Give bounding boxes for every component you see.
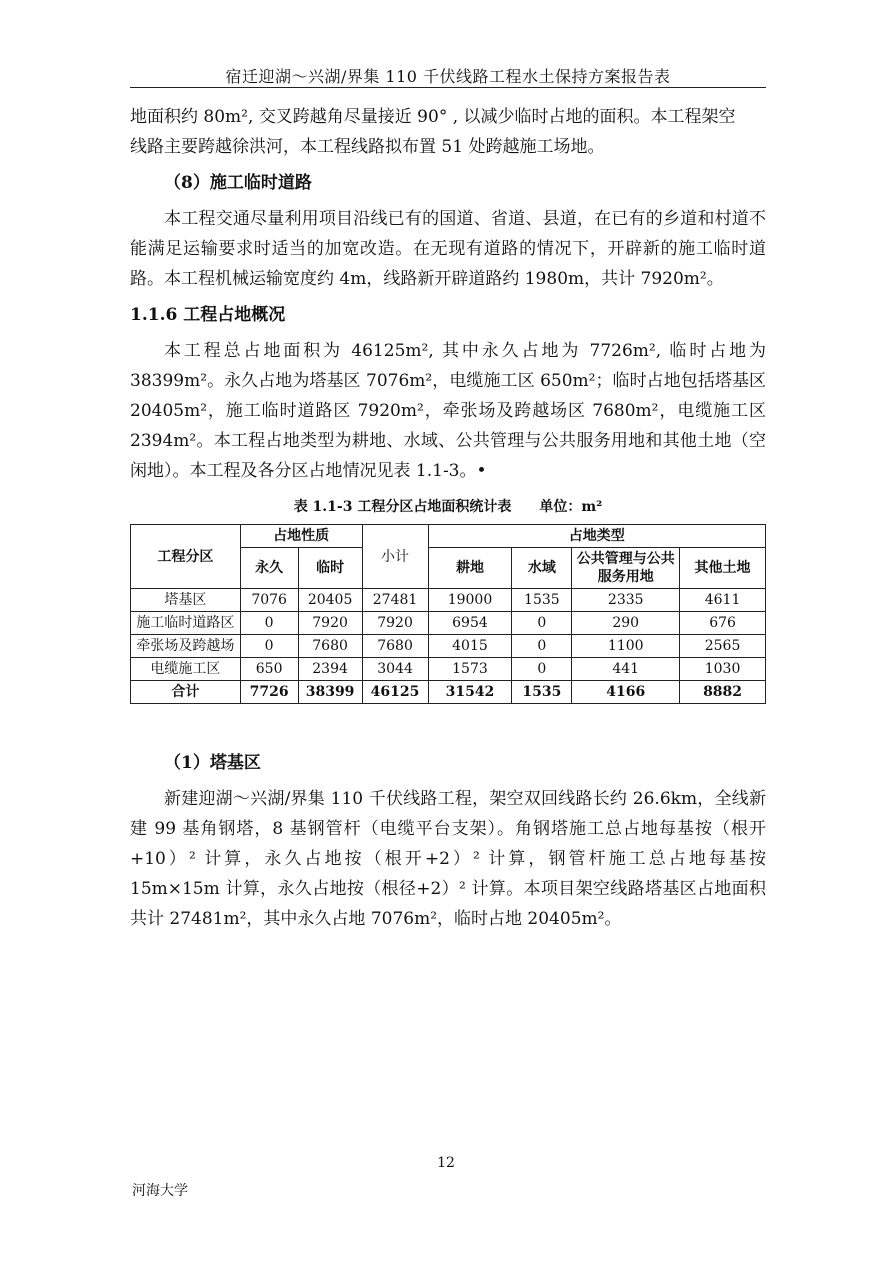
table-cell: 1535: [512, 681, 572, 704]
table-cell: 7076: [240, 589, 298, 612]
paragraph-land-occupation: 本工程总占地面积为 46125m², 其中永久占地为 7726m², 临时占地为 38399m²。永久占地为塔基区 7076m²，电缆施工区 650m²；临时占地包括塔基区 20405m²，施工临时道路区 7920m²，牵张场及跨越场区 7680m²，电缆施工区 2394m²。本工程占地类型为耕地、水域、公共管理与公共服务用地和其他土地（空闲地）。本工程及各分区占地情况见表 1.1-3。•: [130, 341, 766, 481]
table-row: [131, 658, 766, 681]
header-rule: [130, 87, 766, 88]
table-cell: 7680: [298, 635, 362, 658]
footer-institution: 河海大学: [132, 1183, 188, 1199]
table-cell: 电缆施工区: [131, 658, 241, 681]
table-cell: 8882: [680, 681, 766, 704]
table-caption-title: 表 1.1-3 工程分区占地面积统计表: [293, 499, 512, 515]
table-cell: 1573: [428, 658, 512, 681]
header-zone: 工程分区: [131, 525, 241, 589]
header-public-line1: 公共管理与公共: [576, 551, 675, 567]
table-cell: 7680: [362, 635, 428, 658]
table-cell: 7920: [362, 612, 428, 635]
document-body: [130, 102, 766, 934]
header-other: 其他土地: [680, 548, 766, 589]
table-cell: 1535: [512, 589, 572, 612]
table-cell: 20405: [298, 589, 362, 612]
paragraph-tower-base-zone: 新建迎湖～兴湖/界集 110 千伏线路工程，架空双回线路长约 26.6km，全线新建 99 基角钢塔，8 基钢管杆（电缆平台支架）。角钢塔施工总占地每基按（根开+10）² 计算，永久占地按（根开+2）² 计算，钢管杆施工总占地每基按 15m×15m 计算，永久占地按（根径+2）² 计算。本项目架空线路塔基区占地面积共计 27481m²，其中永久占地 7076m²，临时占地 20405m²。: [130, 789, 766, 929]
table-cell: 19000: [428, 589, 512, 612]
table-cell: 650: [240, 658, 298, 681]
table-cell: 0: [512, 612, 572, 635]
table-cell: 0: [240, 612, 298, 635]
land-area-table: [130, 524, 766, 704]
table-cell: 31542: [428, 681, 512, 704]
table-cell: 46125: [362, 681, 428, 704]
table-total-row: [131, 681, 766, 704]
header-landtype: 占地类型: [428, 525, 765, 548]
header-farmland: 耕地: [428, 548, 512, 589]
page-header-title: 宿迁迎湖～兴湖/界集 110 千伏线路工程水土保持方案报告表: [225, 67, 671, 86]
table-cell: 4611: [680, 589, 766, 612]
header-temporary: 临时: [298, 548, 362, 589]
table-caption: [130, 496, 766, 516]
paragraph-temporary-roads: 本工程交通尽量利用项目沿线已有的国道、省道、县道，在已有的乡道和村道不能满足运输要求时适当的加宽改造。在无现有道路的情况下，开辟新的施工临时道路。本工程机械运输宽度约 4m，线路新开辟道路约 1980m，共计 7920m²。: [130, 209, 766, 289]
table-cell: 4166: [572, 681, 680, 704]
heading-tower-base-zone: （1）塔基区: [164, 753, 261, 773]
table-cell: 0: [512, 658, 572, 681]
header-nature: 占地性质: [240, 525, 362, 548]
header-public: [572, 548, 680, 589]
table-cell: 1030: [680, 658, 766, 681]
table-cell: 1100: [572, 635, 680, 658]
table-cell: 4015: [428, 635, 512, 658]
table-cell: 2335: [572, 589, 680, 612]
spacer: [130, 704, 766, 742]
table-cell: 3044: [362, 658, 428, 681]
heading-temporary-roads: （8）施工临时道路: [164, 173, 312, 193]
table-cell: 施工临时道路区: [131, 612, 241, 635]
table-cell: 2565: [680, 635, 766, 658]
table-cell: 7726: [240, 681, 298, 704]
header-subtotal: 小计: [362, 525, 428, 589]
table-row: [131, 612, 766, 635]
header-water: 水域: [512, 548, 572, 589]
table-cell: 27481: [362, 589, 428, 612]
table-cell: 0: [512, 635, 572, 658]
table-caption-unit: 单位：m²: [539, 499, 603, 515]
heading-land-occupation: 1.1.6 工程占地概况: [130, 305, 286, 325]
table-cell: 441: [572, 658, 680, 681]
header-permanent: 永久: [240, 548, 298, 589]
table-cell: 676: [680, 612, 766, 635]
paragraph-crossing-line1: 地面积约 80m², 交叉跨越角尽量接近 90° , 以减少临时占地的面积。本工程架空: [130, 107, 736, 127]
table-cell: 合计: [131, 681, 241, 704]
table-cell: 6954: [428, 612, 512, 635]
header-public-line2: 服务用地: [597, 569, 654, 585]
table-cell: 0: [240, 635, 298, 658]
table-row: [131, 589, 766, 612]
table-cell: 290: [572, 612, 680, 635]
page-number: 12: [437, 1155, 455, 1171]
table-cell: 38399: [298, 681, 362, 704]
paragraph-crossing-line2: 线路主要跨越徐洪河，本工程线路拟布置 51 处跨越施工场地。: [130, 137, 605, 157]
table-cell: 2394: [298, 658, 362, 681]
table-row: [131, 635, 766, 658]
table-cell: 7920: [298, 612, 362, 635]
table-cell: 塔基区: [131, 589, 241, 612]
table-cell: 牵张场及跨越场: [131, 635, 241, 658]
